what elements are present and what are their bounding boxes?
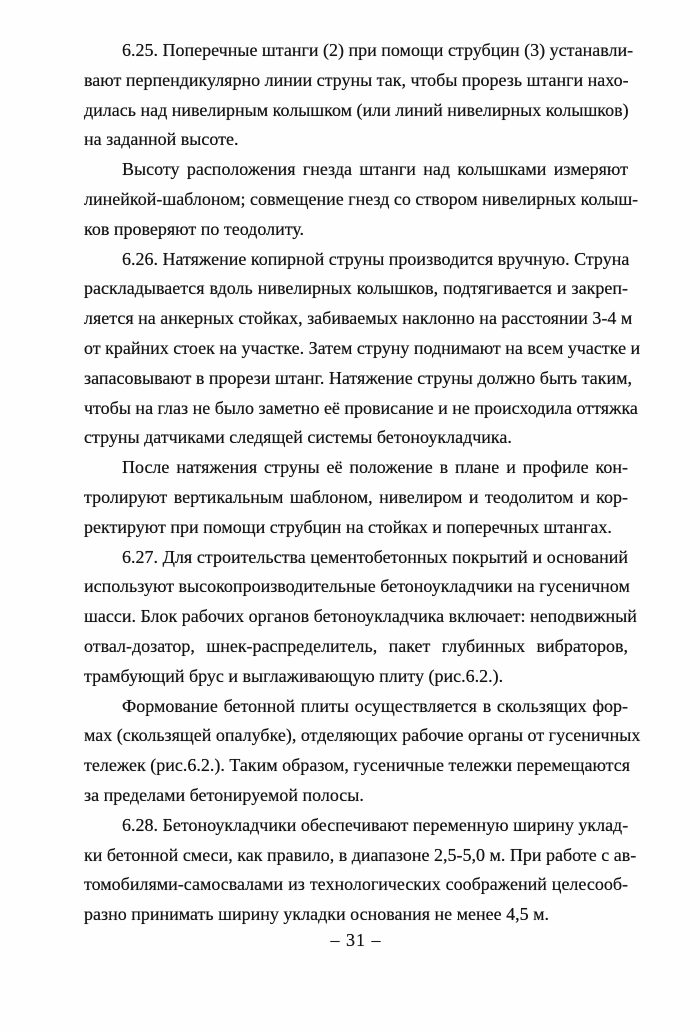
text-line: линейкой-шаблоном; совмещение гнезд со створом нивелирных колыш- — [84, 188, 639, 209]
text-line: Формование бетонной плиты осуществляется в скользящих фор- — [122, 695, 628, 716]
paragraph — [84, 245, 641, 454]
text-line: используют высокопроизводительные бетоноукладчики на гусеничном — [84, 576, 630, 597]
text-line: струны датчиками следящей системы бетоноукладчика. — [84, 427, 512, 448]
text-line: Высоту расположения гнезда штанги над колышками измеряют — [122, 159, 628, 180]
paragraph — [84, 543, 637, 692]
paragraph — [84, 155, 639, 244]
text-line: ки бетонной смеси, как правило, в диапазоне 2,5-5,0 м. При работе с ав- — [84, 844, 637, 865]
text-line: 6.28. Бетоноукладчики обеспечивают переменную ширину уклад- — [122, 814, 629, 835]
paragraph — [84, 36, 634, 155]
text-line: трамбующий брус и выглаживающую плиту (рис.6.2.). — [84, 665, 504, 686]
text-line: запасовывают в прорези штанг. Натяжение струны должно быть таким, — [84, 367, 632, 388]
paragraph — [84, 453, 628, 542]
text-line: ректируют при помощи струбцин на стойках и поперечных штангах. — [84, 516, 612, 537]
paragraph — [84, 692, 641, 811]
text-line: за пределами бетонируемой полосы. — [84, 784, 364, 805]
page-number: – 31 – — [330, 930, 382, 950]
text-line: тролируют вертикальным шаблоном, нивелиром и теодолитом и кор- — [84, 486, 628, 507]
text-line: на заданной высоте. — [84, 129, 239, 150]
text-line: тележек (рис.6.2.). Таким образом, гусеничные тележки перемещаются — [84, 755, 631, 776]
text-line: томобилями-самосвалами из технологических соображений целесооб- — [84, 874, 628, 895]
text-line: отвал-дозатор, шнек-распределитель, пакет глубинных вибраторов, — [84, 635, 628, 656]
text-line: 6.25. Поперечные штанги (2) при помощи струбцин (3) устанавли- — [122, 40, 634, 60]
text-line: от крайних стоек на участке. Затем струну поднимают на всем участке и — [84, 337, 641, 358]
text-line: После натяжения струны её положение в плане и профиле кон- — [122, 457, 628, 478]
document-text — [84, 36, 641, 930]
text-line: дилась над нивелирным колышком (или линий нивелирных колышков) — [84, 99, 629, 120]
paragraph — [84, 811, 637, 930]
text-line: разно принимать ширину укладки основания не менее 4,5 м. — [84, 904, 550, 925]
text-line: вают перпендикулярно линии струны так, чтобы прорезь штанги нахо- — [84, 69, 629, 90]
text-line: ляется на анкерных стойках, забиваемых наклонно на расстоянии 3-4 м — [84, 308, 633, 329]
text-line: ков проверяют по теодолиту. — [84, 218, 305, 239]
text-line: чтобы на глаз не было заметно её провисание и не происходила оттяжка — [84, 397, 638, 418]
text-line: 6.26. Натяжение копирной струны производится вручную. Струна — [122, 248, 630, 269]
text-line: шасси. Блок рабочих органов бетоноукладчика включает: неподвижный — [84, 606, 637, 627]
text-line: 6.27. Для строительства цементобетонных покрытий и оснований — [122, 546, 628, 567]
text-line: раскладывается вдоль нивелирных колышков, подтягивается и закреп- — [84, 278, 628, 299]
text-line: мах (скользящей опалубке), отделяющих рабочие органы от гусеничных — [84, 725, 641, 746]
